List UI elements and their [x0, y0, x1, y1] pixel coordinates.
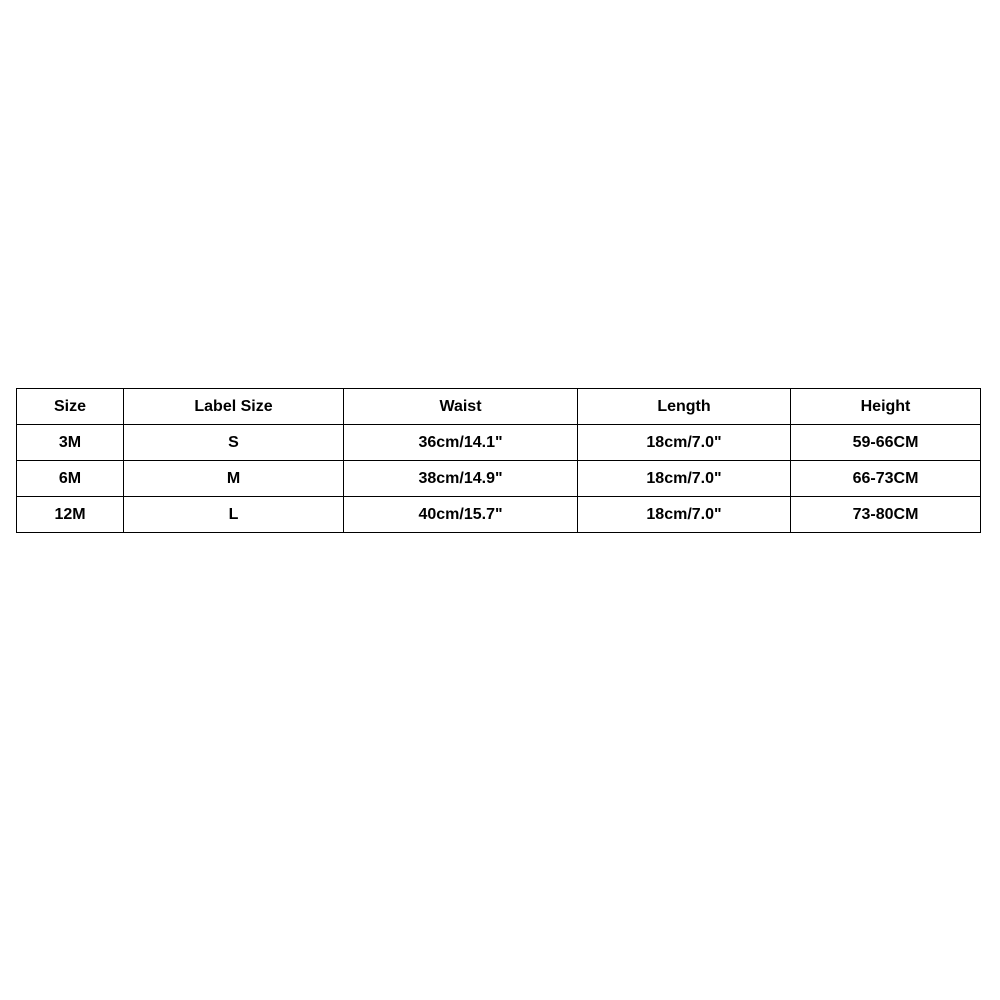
- cell-length: 18cm/7.0": [578, 425, 791, 461]
- header-length: Length: [578, 389, 791, 425]
- cell-label-size: L: [124, 497, 344, 533]
- cell-height: 73-80CM: [791, 497, 981, 533]
- table-header-row: [17, 389, 981, 425]
- table-row: [17, 497, 981, 533]
- header-waist: Waist: [344, 389, 578, 425]
- cell-waist: 38cm/14.9": [344, 461, 578, 497]
- cell-height: 66-73CM: [791, 461, 981, 497]
- header-size: Size: [17, 389, 124, 425]
- cell-size: 6M: [17, 461, 124, 497]
- cell-height: 59-66CM: [791, 425, 981, 461]
- header-height: Height: [791, 389, 981, 425]
- cell-size: 12M: [17, 497, 124, 533]
- cell-length: 18cm/7.0": [578, 461, 791, 497]
- cell-label-size: M: [124, 461, 344, 497]
- header-label-size: Label Size: [124, 389, 344, 425]
- table-row: [17, 461, 981, 497]
- cell-size: 3M: [17, 425, 124, 461]
- cell-waist: 40cm/15.7": [344, 497, 578, 533]
- size-chart-table: [16, 388, 981, 533]
- table-row: [17, 425, 981, 461]
- cell-waist: 36cm/14.1": [344, 425, 578, 461]
- cell-label-size: S: [124, 425, 344, 461]
- cell-length: 18cm/7.0": [578, 497, 791, 533]
